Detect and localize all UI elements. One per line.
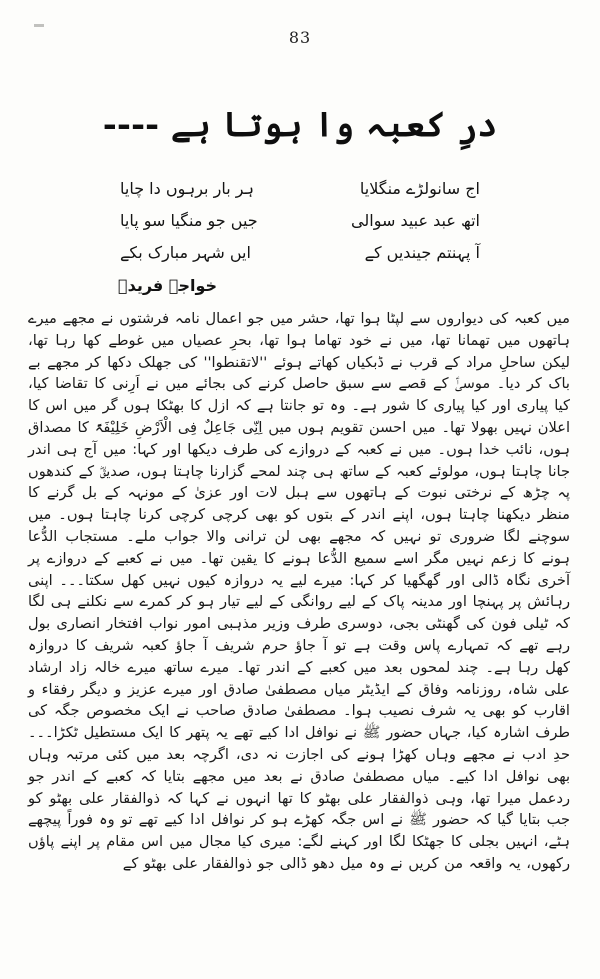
prose-paragraph: میں کعبہ کی دیواروں سے لپٹا ہوا تھا، حشر میں جو اعمال نامہ فرشتوں نے مجھے میرے ہاتھوں میں تھمانا تھا، میں نے خود تھاما ہوا تھا، بحرِ عصیاں میں غوطے کھا رہا تھا، لیکن ساحلِ مراد کے قرب نے ڈبکیاں کھاتے ہوئے ''لاتقنطوا'' کی جھلک دکھا کر مجھے بے باک کر دیا۔ موسیٰؑ کے قصے سے سبق حاصل کرنے کی بجائے میں نے اَرِنی کا تقاضا کیا، کیا پیاری اور کیا پیاری کا شور ہے۔ وہ تو جانتا ہے کہ ازل کا بھٹکا ہوں گر میں اس کا اعلان نہیں بھولا تھا۔ میں احسن تقویم ہوں میں اِنِّی جَاعِلٌ فِی الْاَرْضِ خَلِیْفَۃً کا مصداق ہوں، نائب خدا ہوں۔ میں نے کعبہ کے دروازے کی طرف دیکھا اور کہا: میں آج ہی اندر جانا چاہتا ہوں، مولوئے کعبہ کے ساتھ ہی چند لمحے گزارنا چاہتا ہوں، صدیقؓ کے کندھوں پہ چڑھ کے نرختی نبوت کے ہاتھوں سے ہبل لات اور عزیٰ کے مونہہ کے بل گرنے کا منظر دیکھنا چاہتا ہوں، اپنے اندر کے بتوں کو بھی کرچی کرچی کرنا چاہتا ہوں۔ میں سوچنے لگا ضروری تو نہیں کہ مجھے بھی لن ترانی والا جواب ملے۔ مستجاب الدُّعا ہونے کا زعم نہیں مگر اسے سمیع الدُّعا ہونے کا یقین تھا۔ میں نے کعبے کے دروازے پر آخری نگاہ ڈالی اور گھگھیا کر کہا: میرے لیے یہ دروازہ کیوں نہیں کھل سکتا۔۔۔ اپنی رہائش پر پہنچا اور مدینہ پاک کے لیے روانگی کے لیے تیار ہو کر کمرے سے نکلنے ہی لگا کہ ٹیلی فون کی گھنٹی بجی، دوسری طرف وزیر مذہبی امور نواب افتخار انصاری بول رہے تھے کہ تمہارے پاس وقت ہے تو آ جاؤ حرم شریف آ جاؤ کعبہ شریف کا دروازہ کھل رہا ہے۔ چند لمحوں بعد میں کعبے کے اندر تھا۔ میرے ساتھ میرے خالہ زاد ارشاد علی شاہ، روزنامہ وفاق کے ایڈیٹر میاں مصطفیٰ صادق اور میرے عزیز و دیگر رفقاء و اقارب کو بھی یہ شرف نصیب ہوا۔ مصطفیٰ صادق صاحب نے ایک مخصوص جگہ کی طرف اشارہ کیا، جہاں حضور ﷺ نے نوافل ادا کیے تھے یہ پتھر کا ایک مستطیل ٹکڑا۔۔۔ حدِ ادب نے مجھے وہاں کھڑا ہونے کی اجازت نہ دی، اگرچہ بعد میں کئی مرتبہ وہاں بھی نوافل ادا کیے۔ میاں مصطفیٰ صادق نے بعد میں مجھے بتایا کہ کعبے کے اندر جو ردعمل میرا تھا، وہی ذوالفقار علی بھٹو کا تھا انہوں نے کہا کہ ذوالفقار علی بھٹو کو جب بتایا گیا کہ حضور ﷺ نے اس جگہ کھڑے ہو کر نوافل ادا کیے تھے تو وہ فوراً پیچھے ہٹے، انہیں بجلی کا جھٹکا لگا اور کہنے لگے: میری کیا مجال میں اس مقام پر اپنے پاؤں رکھوں، یہ واقعہ من کریں نے وہ میل دھو ڈالی جو ذوالفقار علی بھٹو کے [27, 310, 570, 872]
poet-attribution: خواجہ فریدؒ [118, 276, 218, 295]
poem-couplet [120, 242, 480, 263]
scan-artifact-mark [34, 24, 44, 27]
poem-couplet [120, 210, 480, 231]
poem-couplet [120, 178, 480, 199]
poem-hemistich-left: ہر بار برہوں دا چایا [120, 179, 254, 198]
poem-hemistich-right: آ پہنتم جیندیں کے [364, 243, 480, 262]
poem-hemistich-left: ایں شہر مبارک بکے [120, 243, 251, 262]
chapter-title: درِ کعبہ وا ہوتا ہے ---- [102, 105, 498, 145]
poem-block [120, 178, 480, 274]
poem-hemistich-left: جیں جو منگیا سو پایا [120, 211, 258, 230]
poem-hemistich-right: اج سانولڑے منگلایا [359, 179, 480, 198]
poem-hemistich-right: اتھ عبد عبید سوالی [351, 211, 480, 230]
page-number: 83 [288, 28, 312, 47]
